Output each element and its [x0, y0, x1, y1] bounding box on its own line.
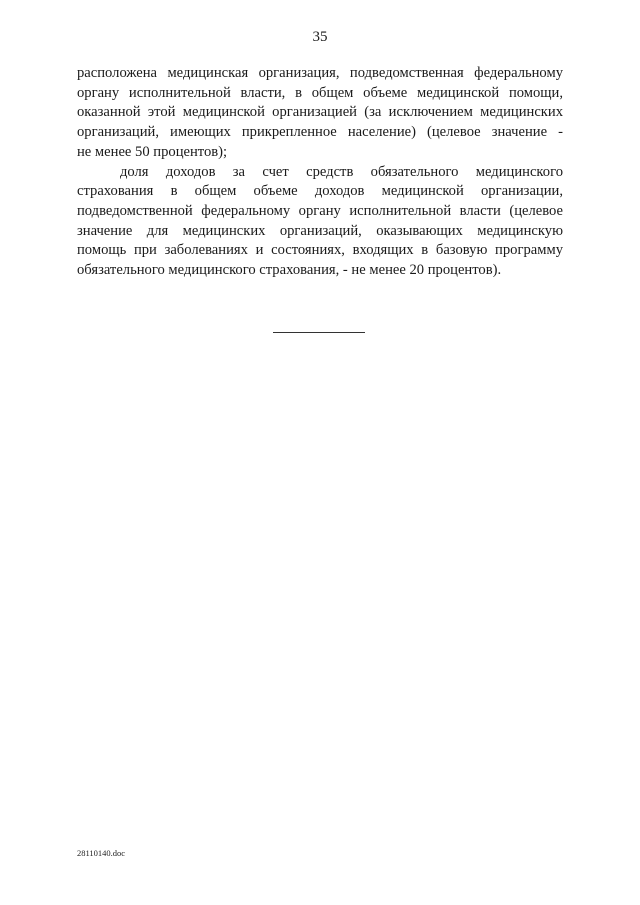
- text-line: не менее 50 процентов);: [77, 143, 228, 160]
- paragraph-insurance-income-share: [77, 163, 563, 281]
- text-line: обязательного медицинского страхования, - не менее 20 процентов).: [77, 262, 502, 279]
- text-line: страхования в общем объеме доходов медицинской организации,: [77, 183, 563, 200]
- text-line: значение для медицинских организаций, оказывающих медицинскую: [77, 222, 563, 239]
- text-line: доля доходов за счет средств обязательного медицинского: [120, 163, 563, 180]
- text-line: расположена медицинская организация, подведомственная федеральному: [77, 65, 563, 81]
- paragraph-medical-organization-share: [77, 64, 563, 163]
- text-line: подведомственной федеральному органу исполнительной власти (целевое: [77, 202, 563, 219]
- text-line: помощь при заболеваниях и состояниях, входящих в базовую программу: [77, 242, 563, 259]
- text-line: оказанной этой медицинской организацией (за исключением медицинских: [77, 104, 563, 121]
- text-line: организаций, имеющих прикрепленное население) (целевое значение -: [77, 124, 563, 141]
- footer-file-code: 28110140.doc: [77, 848, 126, 858]
- end-of-text-separator: [273, 332, 365, 333]
- page-number: 35: [312, 29, 328, 45]
- document-body: [77, 64, 563, 281]
- text-line: органу исполнительной власти, в общем объеме медицинской помощи,: [77, 84, 563, 101]
